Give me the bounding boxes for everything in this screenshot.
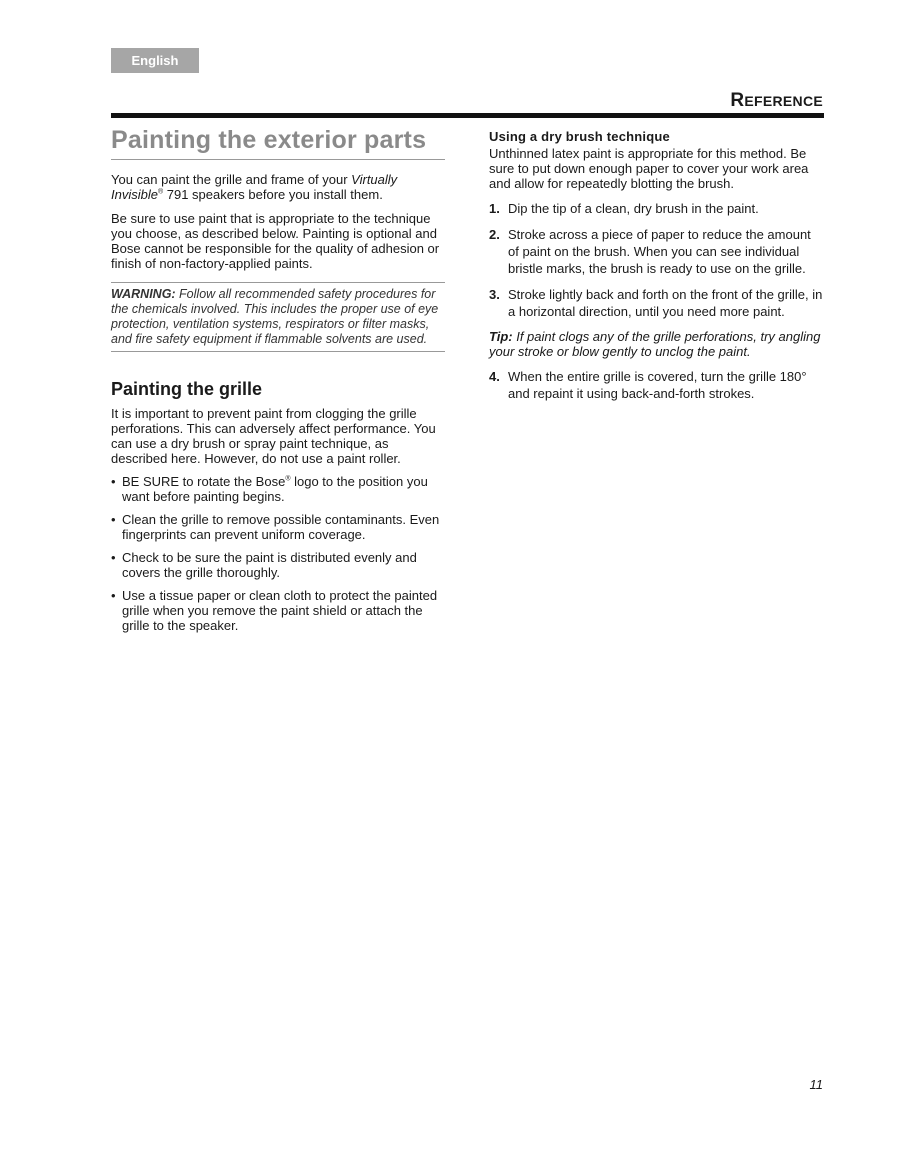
bullet-text: BE SURE to rotate the Bose (122, 474, 286, 489)
intro-paragraph (111, 172, 445, 202)
section-header-rest: EFERENCE (744, 93, 823, 109)
grille-heading: Painting the grille (111, 379, 263, 399)
bullet-text: Check to be sure the paint is distributed evenly and covers the grille thoroughly. (122, 550, 417, 580)
tip-note (489, 329, 824, 359)
intro-pre: You can paint the grille and frame of your (111, 172, 352, 187)
intro-post: 791 speakers before you install them. (163, 187, 383, 202)
list-item (111, 588, 445, 633)
tip-text: If paint clogs any of the grille perforations, try angling your stroke or blow gently to unclog the paint. (489, 329, 821, 359)
registered-mark: ® (157, 188, 164, 196)
bullet-dot: • (111, 550, 116, 565)
dry-brush-heading: Using a dry brush technique (489, 129, 670, 144)
list-item (489, 200, 824, 217)
header-rule (111, 113, 824, 118)
bullet-dot: • (111, 588, 116, 603)
dry-brush-steps-cont (489, 368, 824, 402)
optional-paragraph: Be sure to use paint that is appropriate to the technique you choose, as described below. Painting is optional and Bose cannot be responsible for the quality of adhesion or finish of non-factory-applied paints. (111, 211, 440, 271)
step-number: 3. (489, 287, 500, 302)
left-column (111, 124, 445, 641)
bullet-text: Clean the grille to remove possible contaminants. Even fingerprints can prevent uniform coverage. (122, 512, 440, 542)
warning-text: Follow all recommended safety procedures for the chemicals involved. This includes the proper use of eye protection, ventilation systems, respirators or filter masks, and fire safety equipment if flammable solvents are used. (111, 287, 439, 346)
list-item (489, 226, 824, 277)
step-text: When the entire grille is covered, turn the grille 180° and repaint it using back-and-forth strokes. (508, 369, 807, 401)
list-item (489, 286, 824, 320)
dry-brush-intro: Unthinned latex paint is appropriate for this method. Be sure to put down enough paper to cover your work area and allow for repeatedly blotting the brush. (489, 146, 809, 191)
tip-label: Tip: (489, 329, 513, 344)
page-title: Painting the exterior parts (111, 126, 445, 160)
step-text: Stroke lightly back and forth on the front of the grille, in a horizontal direction, until you need more paint. (508, 287, 823, 319)
section-header-initial: R (730, 90, 745, 111)
page-number: 11 (809, 1077, 823, 1092)
grille-bullet-list (111, 474, 445, 633)
list-item (111, 550, 445, 580)
bullet-text: Use a tissue paper or clean cloth to protect the painted grille when you remove the paint shield or attach the grille to the speaker. (122, 588, 438, 633)
registered-mark: ® (285, 475, 291, 483)
step-text: Stroke across a piece of paper to reduce the amount of paint on the brush. When you can see individual bristle marks, the brush is ready to use on the grille. (508, 227, 811, 276)
section-header (730, 90, 823, 112)
step-number: 4. (489, 369, 500, 384)
bullet-text-cont: logo to the position you want before painting begins. (122, 474, 428, 504)
list-item (489, 368, 824, 402)
product-name: Virtually Invisible (111, 172, 398, 202)
right-column (489, 129, 824, 411)
step-number: 1. (489, 201, 500, 216)
bullet-dot: • (111, 512, 116, 527)
language-tab: English (111, 48, 199, 73)
list-item (111, 474, 445, 504)
warning-label: WARNING: (111, 287, 176, 301)
grille-paragraph: It is important to prevent paint from clogging the grille perforations. This can adversely affect performance. You can use a dry brush or spray paint technique, as described here. However, do not use a paint roller. (111, 406, 436, 466)
dry-brush-steps (489, 200, 824, 320)
bullet-dot: • (111, 474, 116, 489)
step-number: 2. (489, 227, 500, 242)
step-text: Dip the tip of a clean, dry brush in the paint. (508, 201, 759, 216)
warning-box (111, 282, 445, 352)
list-item (111, 512, 445, 542)
